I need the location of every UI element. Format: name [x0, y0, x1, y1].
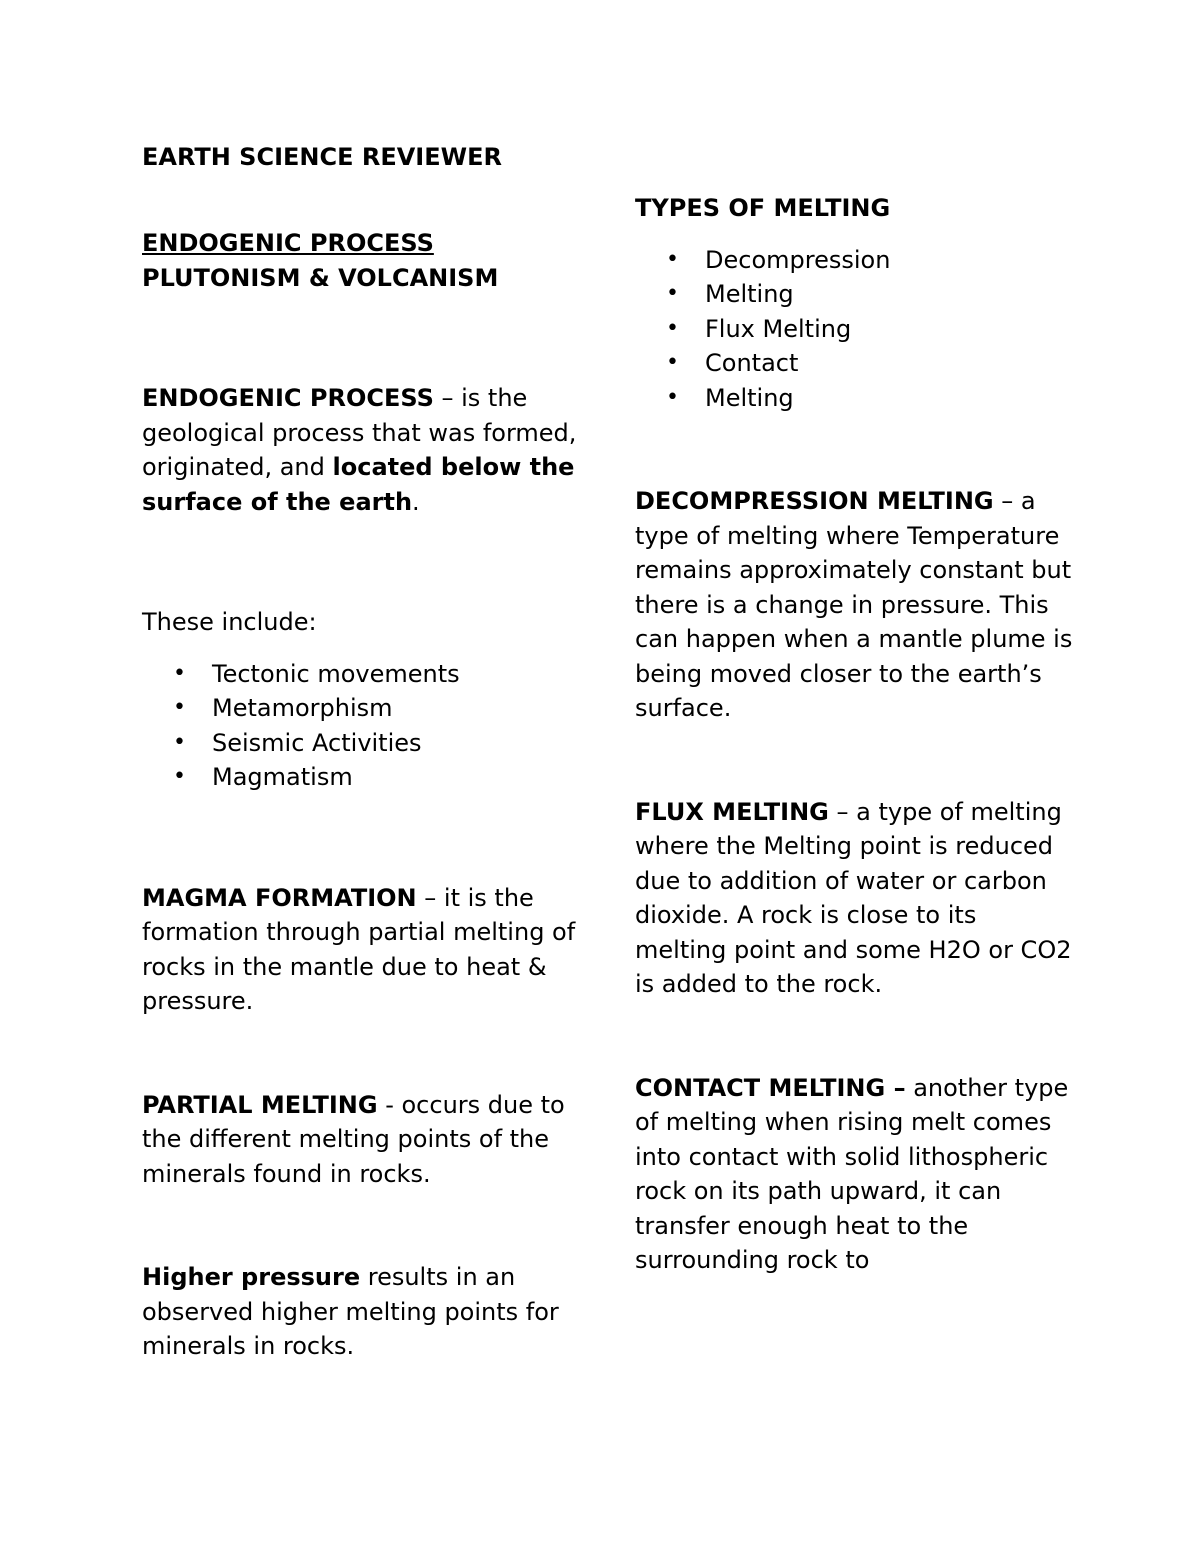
list-item: • Contact [635, 346, 1075, 381]
list-item: • Tectonic movements [142, 657, 577, 692]
higher-pressure-note: Higher pressure results in an observed higher melting points for minerals in rocks. [142, 1263, 559, 1360]
includes-list [142, 657, 577, 795]
list-item: • Melting [635, 381, 1075, 416]
partial-melting-definition: PARTIAL MELTING - occurs due to the different melting points of the minerals found in rocks. [142, 1090, 565, 1188]
list-item: • Flux Melting [635, 312, 1075, 347]
section-subheading: PLUTONISM & VOLCANISM [142, 263, 499, 292]
contact-melting-definition: CONTACT MELTING – another type of melting when rising melt comes into contact with solid lithospheric rock on its path upward, it can transfer enough heat to the surrounding rock to [635, 1073, 1069, 1274]
left-column [142, 140, 577, 1364]
document-title: EARTH SCIENCE REVIEWER [142, 143, 502, 171]
includes-label: These include: [142, 608, 317, 636]
types-heading: TYPES OF MELTING [635, 194, 891, 222]
list-item: • Decompression [635, 243, 1075, 278]
right-column [635, 191, 1075, 1278]
list-item: • Melting [635, 277, 1075, 312]
list-item: • Magmatism [142, 760, 577, 795]
decompression-melting-definition: DECOMPRESSION MELTING – a type of melting where Temperature remains approximately constant but there is a change in pressure. This can happen when a mantle plume is being moved closer to the earth’s surface. [635, 487, 1073, 722]
endogenic-definition: ENDOGENIC PROCESS – is the geological process that was formed, originated, and located below the surface of the earth. [142, 384, 577, 516]
section-heading: ENDOGENIC PROCESS [142, 229, 434, 257]
flux-melting-definition: FLUX MELTING – a type of melting where the Melting point is reduced due to addition of water or carbon dioxide. A rock is close to its melting point and some H2O or CO2 is added to the rock. [635, 797, 1072, 998]
types-list [635, 243, 1075, 416]
magma-formation-definition: MAGMA FORMATION – it is the formation through partial melting of rocks in the mantle due to heat & pressure. [142, 883, 576, 1015]
list-item: • Seismic Activities [142, 726, 577, 761]
list-item: • Metamorphism [142, 691, 577, 726]
